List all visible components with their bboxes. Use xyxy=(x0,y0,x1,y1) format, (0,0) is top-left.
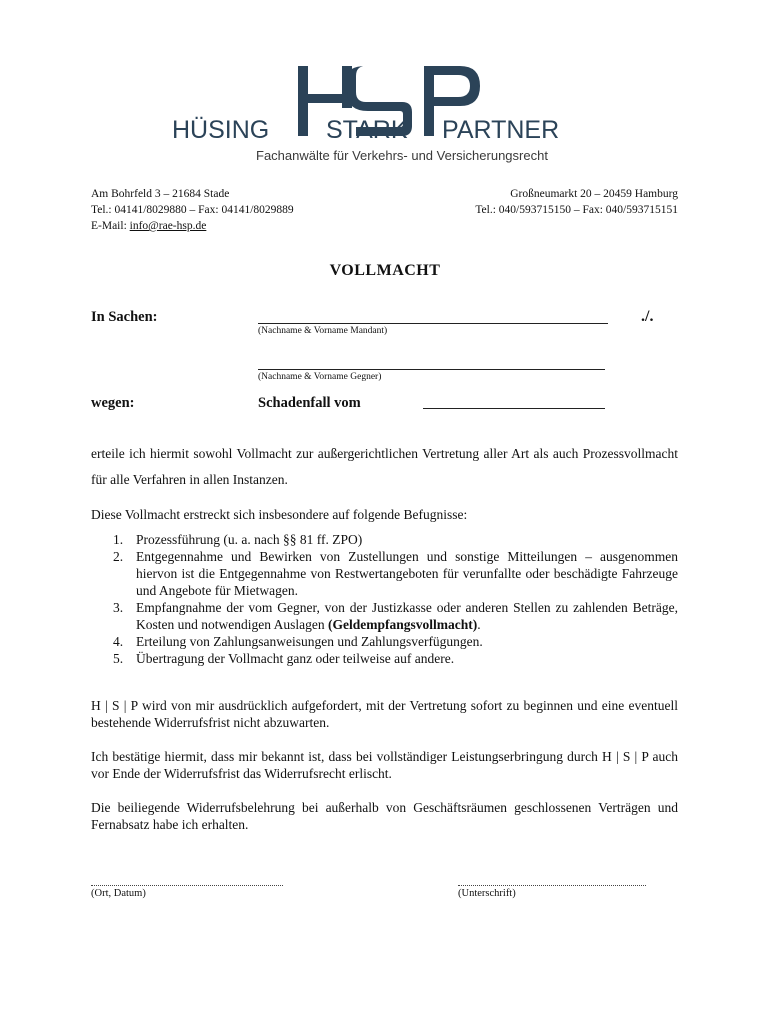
versus-separator: ./. xyxy=(641,308,654,325)
mandant-name-field[interactable] xyxy=(258,323,608,324)
signature-field[interactable] xyxy=(458,885,646,886)
place-date-label: (Ort, Datum) xyxy=(91,888,146,899)
email-link[interactable]: info@rae-hsp.de xyxy=(129,220,207,232)
firm-word-stark: STARK xyxy=(326,116,408,144)
place-date-field[interactable] xyxy=(91,885,283,886)
powers-list xyxy=(91,531,678,667)
schadenfall-label: Schadenfall vom xyxy=(258,395,361,411)
list-item-text: Erteilung von Zahlungsanweisungen und Zahlungsverfügungen. xyxy=(136,634,483,649)
confirmation-paragraph: Ich bestätige hiermit, dass mir bekannt ist, dass bei vollständiger Leistungserbringung durch H | S | P auch vor Ende der Widerrufsfrist das Widerrufsrecht erlischt. xyxy=(91,749,678,781)
gegner-name-field[interactable] xyxy=(258,369,605,370)
list-item xyxy=(91,548,678,599)
list-item xyxy=(91,633,678,650)
gegner-hint: (Nachname & Vorname Gegner) xyxy=(258,372,382,382)
address-hamburg-phone: Tel.: 040/593715150 – Fax: 040/593715151 xyxy=(475,204,678,216)
start-immediately-paragraph: H | S | P wird von mir ausdrücklich aufgefordert, mit der Vertretung sofort zu beginnen und eine eventuell bestehende Widerrufsfrist nicht abzuwarten. xyxy=(91,698,678,730)
list-item xyxy=(91,650,678,667)
list-item-text: Entgegennahme und Bewirken von Zustellungen und sonstige Mitteilungen – ausgenommen hiervon ist die Entgegennahme von Restwertangeboten für verunfallte oder beschädigte Fahrzeuge und Angebote für Mietwagen. xyxy=(136,549,678,598)
mandant-hint: (Nachname & Vorname Mandant) xyxy=(258,326,388,336)
powers-intro: Diese Vollmacht erstreckt sich insbesondere auf folgende Befugnisse: xyxy=(91,507,468,522)
firm-word-husing: HÜSING xyxy=(172,116,270,144)
received-paragraph: Die beiliegende Widerrufsbelehrung bei außerhalb von Geschäftsräumen geschlossenen Verträgen und Fernabsatz habe ich erhalten. xyxy=(91,800,678,832)
list-item-number: 3. xyxy=(113,600,124,615)
schadenfall-date-field[interactable] xyxy=(423,408,605,409)
firm-logo xyxy=(170,62,600,166)
list-item-tail: . xyxy=(477,617,481,632)
intro-paragraph: erteile ich hiermit sowohl Vollmacht zur außergerichtlichen Vertretung aller Art als auch Prozessvollmacht für alle Verfahren in allen Instanzen. xyxy=(91,446,678,487)
document-title: VOLLMACHT xyxy=(329,262,441,279)
list-item xyxy=(91,599,678,633)
list-item xyxy=(91,531,678,548)
in-sachen-label: In Sachen: xyxy=(91,309,158,325)
firm-tagline: Fachanwälte für Verkehrs- und Versicherungsrecht xyxy=(256,148,548,163)
list-item-number: 1. xyxy=(113,532,124,547)
email-label: E-Mail: xyxy=(91,220,130,232)
wegen-label: wegen: xyxy=(91,395,135,411)
address-stade xyxy=(91,186,294,234)
address-stade-phone: Tel.: 04141/8029880 – Fax: 04141/8029889 xyxy=(91,204,294,216)
list-item-text: Prozessführung (u. a. nach §§ 81 ff. ZPO) xyxy=(136,532,363,547)
signature-label: (Unterschrift) xyxy=(458,888,516,899)
hsp-logo-graphic xyxy=(170,62,600,166)
list-item-bold: (Geldempfangsvollmacht) xyxy=(327,617,478,632)
list-item-number: 4. xyxy=(113,634,124,649)
firm-word-partner: PARTNER xyxy=(442,116,560,144)
address-stade-street: Am Bohrfeld 3 – 21684 Stade xyxy=(91,188,230,200)
address-email-row xyxy=(91,218,294,234)
address-hamburg xyxy=(475,186,678,218)
list-item-number: 5. xyxy=(113,651,124,666)
list-item-number: 2. xyxy=(113,549,124,564)
list-item-text: Übertragung der Vollmacht ganz oder teilweise auf andere. xyxy=(136,651,455,666)
address-hamburg-street: Großneumarkt 20 – 20459 Hamburg xyxy=(510,188,678,200)
list-item-text: Empfangnahme der vom Gegner, von der Justizkasse oder anderen Stellen zu zahlenden Beträge, Kosten und notwendigen Auslagen xyxy=(136,600,678,632)
